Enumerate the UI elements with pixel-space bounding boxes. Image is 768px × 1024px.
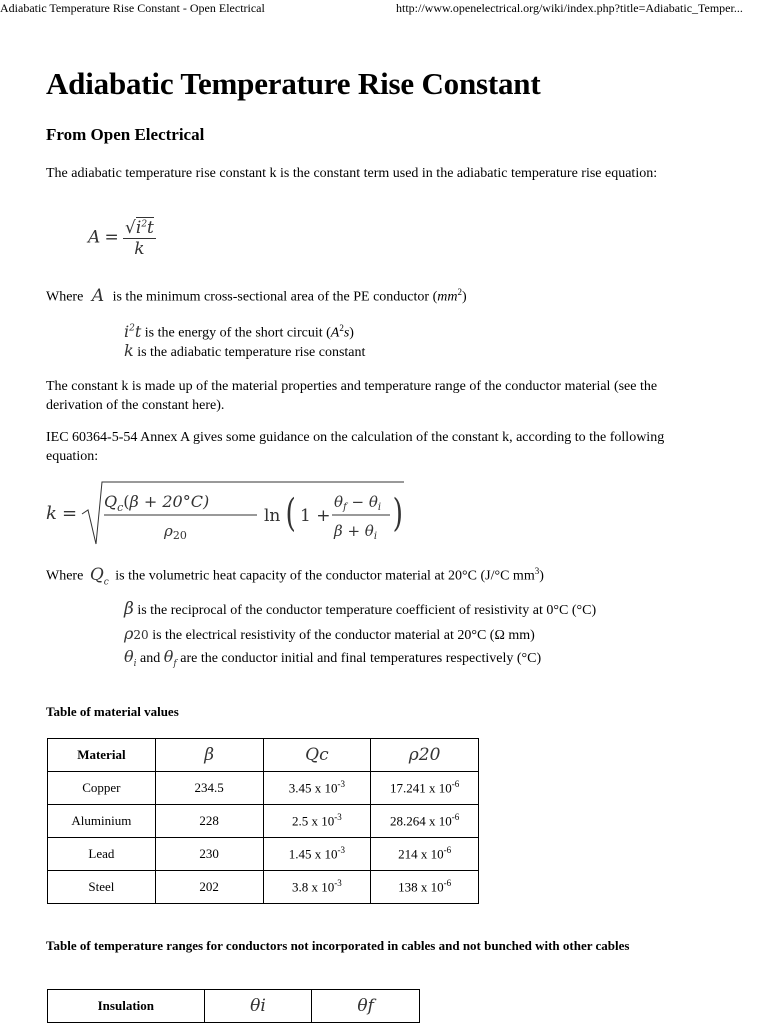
constant-paragraph: The constant k is made up of the material properties and temperature range of the conductor material (see the derivation of the constant here). [46, 379, 658, 413]
svg-text:1 +: 1 + [300, 506, 331, 526]
svg-text:): ) [392, 491, 403, 536]
material-cell: Steel [48, 871, 156, 904]
intro-paragraph: The adiabatic temperature rise constant k is the constant term used in the adiabatic temperature rise equation: [46, 166, 658, 181]
temperature-table [47, 989, 420, 1023]
table-row [48, 772, 479, 805]
qc-cell: 3.8 x $10^{-3}$ [263, 871, 371, 904]
page-title: Adiabatic Temperature Rise Constant [46, 66, 541, 101]
table-row [48, 871, 479, 904]
rho-cell: 17.241 x $10^{-6}$ [371, 772, 479, 805]
def-beta: β is the reciprocal of the conductor temperature coefficient of resistivity at 0°C (°C) [124, 599, 597, 619]
beta-cell: 234.5 [155, 772, 263, 805]
def-theta: $\theta_i$ and $\theta_f$ are the conductor initial and final temperatures respectively (°C) [124, 647, 542, 670]
qc-cell: 2.5 x $10^{-3}$ [263, 805, 371, 838]
where-Qc-line: Where $Q_c$ is the volumetric heat capacity of the conductor material at 20°C (J/°C $mm^3$) [46, 564, 544, 588]
svg-text:(: ( [285, 491, 296, 536]
browser-url: http://www.openelectrical.org/wiki/index.php?title=Adiabatic_Temper... [396, 1, 743, 15]
iec-paragraph: IEC 60364-5-54 Annex A gives some guidance on the calculation of the constant k, according to the following equation: [46, 430, 665, 464]
svg-text:k: k [46, 503, 57, 524]
rho-cell: 138 x $10^{-6}$ [371, 871, 479, 904]
material-table-caption: Table of material values [46, 704, 179, 719]
insulation-header: Insulation [48, 990, 205, 1023]
material-cell: Lead [48, 838, 156, 871]
page-subtitle: From Open Electrical [46, 125, 205, 144]
def-k: k is the adiabatic temperature rise constant [124, 341, 366, 360]
browser-page-title: Adiabatic Temperature Rise Constant - Open Electrical [0, 1, 265, 15]
qc-header: Qc [263, 739, 371, 772]
qc-cell: 1.45 x $10^{-3}$ [263, 838, 371, 871]
table-row [48, 838, 479, 871]
def-i2t: $i^2t$ is the energy of the short circuit $(A^2s)$ [124, 321, 354, 341]
material-cell: Copper [48, 772, 156, 805]
material-table [47, 738, 479, 904]
svg-text:=: = [62, 503, 78, 524]
svg-text:ln: ln [264, 506, 281, 526]
temperature-table-caption: Table of temperature ranges for conductors not incorporated in cables and not bunched with other cables [46, 938, 630, 953]
beta-header: β [155, 739, 263, 772]
beta-cell: 202 [155, 871, 263, 904]
svg-text:β + θi: $\beta + \theta_i$ [334, 522, 378, 542]
theta-f-header: θf [312, 990, 420, 1023]
theta-i-header: θi [204, 990, 312, 1023]
svg-text:Qc(β + 20°C): $Q_c(\beta + 20^\circ C)$ [104, 492, 210, 514]
def-rho: ρ20 is the electrical resistivity of the conductor material at 20°C (Ω mm) [124, 624, 535, 643]
beta-cell: 228 [155, 805, 263, 838]
where-A-line: Where A is the minimum cross-sectional area of the PE conductor $(mm^2)$ [46, 285, 467, 306]
beta-cell: 230 [155, 838, 263, 871]
k-formula [44, 478, 403, 548]
area-formula: A = $\frac{√i^2t}{k}$ [88, 218, 154, 259]
material-cell: Aluminium [48, 805, 156, 838]
svg-text:ρ20: $\rho_{20}$ [164, 522, 187, 542]
qc-cell: 3.45 x $10^{-3}$ [263, 772, 371, 805]
rho-cell: 214 x $10^{-6}$ [371, 838, 479, 871]
table-row [48, 805, 479, 838]
material-header: Material [48, 739, 156, 772]
rho-header: ρ20 [371, 739, 479, 772]
rho-cell: 28.264 x $10^{-6}$ [371, 805, 479, 838]
svg-text:θf − θi: $\theta_f - \theta_i$ [334, 493, 382, 513]
